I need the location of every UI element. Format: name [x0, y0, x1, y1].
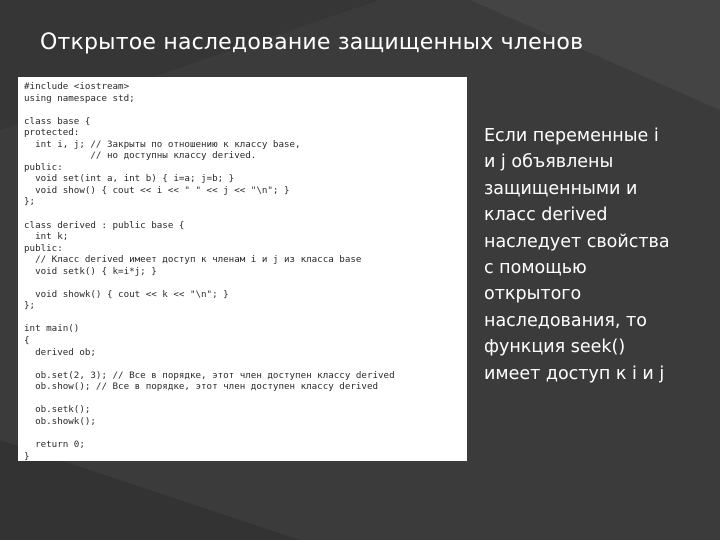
code-line: ob.set(2, 3); // Все в порядке, этот член доступен классу derived	[24, 369, 395, 381]
code-line: public:	[24, 242, 63, 254]
code-line	[24, 393, 461, 405]
code-line: public:	[24, 161, 63, 173]
code-line: return 0;	[24, 438, 85, 450]
description-line: имеет доступ к i и j	[484, 363, 665, 384]
code-line	[24, 208, 461, 220]
code-line: int k;	[24, 231, 69, 243]
code-line: }	[24, 450, 30, 461]
code-line: // но доступны классу derived.	[24, 150, 257, 162]
code-line: };	[24, 300, 36, 312]
code-line: ob.showk();	[24, 415, 96, 427]
code-listing	[18, 77, 467, 461]
description-text	[484, 123, 704, 387]
description-line: класс derived	[484, 205, 608, 226]
code-line: void show() { cout << i << " " << j << "\n"; }	[24, 184, 290, 196]
code-line	[24, 427, 461, 439]
code-line: protected:	[24, 127, 80, 139]
code-line: derived ob;	[24, 346, 96, 358]
code-line: using namespace std;	[24, 92, 135, 104]
description-line: наследует свойства	[484, 231, 670, 252]
code-line: void showk() { cout << k << "\n"; }	[24, 288, 229, 300]
code-line: void set(int a, int b) { i=a; j=b; }	[24, 173, 235, 185]
code-line: // Класс derived имеет доступ к членам i и j из класса base	[24, 254, 362, 266]
description-line: функция seek()	[484, 337, 626, 358]
description-line: открытого	[484, 284, 582, 305]
code-line: };	[24, 196, 36, 208]
description-line: и j объявлены	[484, 152, 614, 173]
description-line: Если переменные i	[484, 126, 659, 146]
code-line	[24, 358, 461, 370]
slide-title: Открытое наследование защищенных членов	[40, 30, 584, 55]
code-line	[24, 277, 461, 289]
code-line: int i, j; // Закрыты по отношению к классу base,	[24, 138, 301, 150]
code-line: class base {	[24, 115, 91, 127]
code-line: int main()	[24, 323, 80, 335]
description-line: наследования, то	[484, 310, 647, 331]
code-line	[24, 104, 461, 116]
code-line: void setk() { k=i*j; }	[24, 265, 157, 277]
code-line: {	[24, 335, 30, 347]
code-line	[24, 312, 461, 324]
description-line: с помощью	[484, 258, 587, 279]
code-line: ob.setk();	[24, 404, 91, 416]
description-line: защищенными и	[484, 178, 638, 199]
code-line: ob.show(); // Все в порядке, этот член доступен классу derived	[24, 381, 379, 393]
code-line: #include <iostream>	[24, 81, 130, 92]
code-line: class derived : public base {	[24, 219, 185, 231]
